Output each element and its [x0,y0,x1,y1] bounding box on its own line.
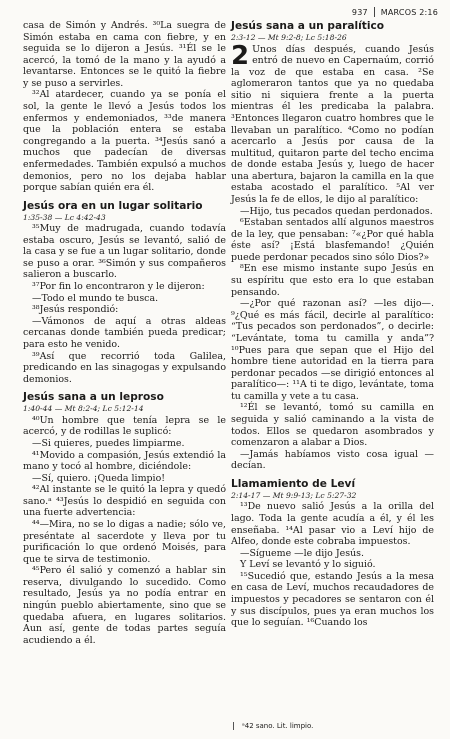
cross-reference: 2:3-12 — Mt 9:2-8; Lc 5:18-26 [231,33,347,42]
cross-reference: 2:14-17 — Mt 9:9-13; Lc 5:27-32 [231,490,357,500]
paragraph: ³²Al atardecer, cuando ya se ponía el sol, la gente le llevó a Jesús todos los enfermos y endemoniados, ³³de manera que la población entera se estaba congregando a la puerta. ³⁴Jesús sanó a muchos que padecían de diversas enfermedades. También expulsó a muchos demonios, pero no los dejaba hablar porque sabían quién era él. [23,89,226,194]
running-head: MARCOS 2:16 [380,7,438,17]
section-heading: Jesús ora en un lugar solitario [23,199,203,212]
left-column [23,20,226,646]
paragraph: Unos días después, cuando Jesús entró de nuevo en Capernaúm, corrió la voz de que estaba en casa. ²Se aglomeraron tantos que ya no quedaba sitio ni siquiera frente a la puerta mientras él les predicaba la palabra. ³Entonces llegaron cuatro hombres que le llevaban un paralítico. ⁴Como no podían acercarlo a Jesús por causa de la multitud, quitaron parte del techo encima de donde estaba Jesús y, luego de hacer una abertura, bajaron la camilla en la que estaba acostado el paralítico. ⁵Al ver Jesús la fe de ellos, le dijo al paralítico: [231,43,434,206]
page-number: 937 [351,7,368,17]
section-heading: Llamamiento de Leví [231,477,356,490]
paragraph: ⁶Estaban sentados allí algunos maestros de la ley, que pensaban: ⁷«¿Por qué habla éste así? ¡Está blasfemando! ¿Quién puede perdonar pecados sino sólo Dios?» [231,217,434,263]
paragraph: —Jamás habíamos visto cosa igual —decían. [231,448,434,472]
paragraph: ¹²Él se levantó, tomó su camilla en seguida y salió caminando a la vista de todos. Ellos se quedaron asombrados y comenzaron a alabar a Dios. [231,402,434,449]
paragraph: ³⁷Por fin lo encontraron y le dijeron: [32,281,205,293]
right-column [231,20,434,629]
header-divider [374,7,375,17]
cross-reference: 1:40-44 — Mt 8:2-4; Lc 5:12-14 [23,404,144,414]
page-header [352,7,438,17]
chapter-opening [231,40,434,206]
section-heading: Jesús sana a un paralítico [231,20,385,32]
paragraph: ⁴²Al instante se le quitó la lepra y quedó sano.ᵃ ⁴³Jesús lo despidió en seguida con una fuerte advertencia: [23,484,226,519]
paragraph: —Vámonos de aquí a otras aldeas cercanas donde también pueda predicar; para esto he venido. [23,315,226,350]
paragraph: ⁴⁴—Mira, no se lo digas a nadie; sólo ve, preséntate al sacerdote y lleva por tu purificación lo que ordenó Moisés, para que te sirva de testimonio. [23,518,226,565]
paragraph: ⁴¹Movido a compasión, Jesús extendió la mano y tocó al hombre, diciéndole: [23,449,226,473]
paragraph: —Hijo, tus pecados quedan perdonados. [240,205,433,217]
paragraph: ¹⁵Sucedió que, estando Jesús a la mesa en casa de Leví, muchos recaudadores de impuestos y pecadores se sentaron con él y sus discípulos, pues ya eran muchos los que lo seguían. ¹⁶Cuando los [231,570,434,629]
footnote-area [233,722,313,730]
paragraph: ¹³De nuevo salió Jesús a la orilla del lago. Toda la gente acudía a él, y él les enseñaba. ¹⁴Al pasar vio a Leví hijo de Alfeo, donde este cobraba impuestos. [231,501,434,548]
paragraph: —Todo el mundo te busca. [32,292,159,304]
footnote: ᵃ42 sano. Lit. limpio. [242,722,314,730]
paragraph: ³⁸Jesús respondió: [32,304,119,316]
paragraph: ⁴⁰Un hombre que tenía lepra se le acercó, y de rodillas le suplicó: [23,414,226,438]
paragraph: Y Leví se levantó y lo siguió. [240,559,376,571]
chapter-number: 2 [231,40,250,71]
paragraph: —Si quieres, puedes limpiarme. [32,437,185,449]
cross-reference: 1:35-38 — Lc 4:42-43 [23,212,106,222]
paragraph: ³⁵Muy de madrugada, cuando todavía estaba oscuro, Jesús se levantó, salió de la casa y se fue a un lugar solitario, donde se puso a orar. ³⁶Simón y sus compañeros salieron a buscarlo. [23,223,226,281]
paragraph: casa de Simón y Andrés. ³⁰La suegra de Simón estaba en cama con fiebre, y en seguida se lo dijeron a Jesús. ³¹Él se le acercó, la tomó de la mano y la ayudó a levantarse. Entonces se le quitó la fiebre y se puso a servirles. [23,20,226,89]
paragraph: ⁸En ese mismo instante supo Jesús en su espíritu que esto era lo que estaban pensando. [231,263,434,298]
footnote-divider [233,722,234,730]
paragraph: —Sígueme —le dijo Jesús. [240,547,365,559]
paragraph: —¿Por qué razonan así? —les dijo—. ⁹¿Qué es más fácil, decirle al paralítico: “Tus pecados son perdonados”, o decirle: “Levántate, toma tu camilla y anda”? ¹⁰Pues para que sepan que el Hijo del hombre tiene autoridad en la tierra para perdonar pecados —se dirigió entonces al paralítico—: ¹¹A ti te digo, levántate, toma tu camilla y vete a tu casa. [231,298,434,402]
paragraph: —Sí, quiero. ¡Queda limpio! [32,472,166,484]
paragraph: ³⁹Así que recorrió toda Galilea, predicando en las sinagogas y expulsando demonios. [23,350,226,385]
paragraph: ⁴⁵Pero él salió y comenzó a hablar sin reserva, divulgando lo sucedido. Como resultado, Jesús ya no podía entrar en ningún pueblo abiertamente, sino que se quedaba afuera, en lugares solitarios. Aun así, gente de todas partes seguía acudiendo a él. [23,565,226,646]
section-heading: Jesús sana a un leproso [23,391,164,404]
